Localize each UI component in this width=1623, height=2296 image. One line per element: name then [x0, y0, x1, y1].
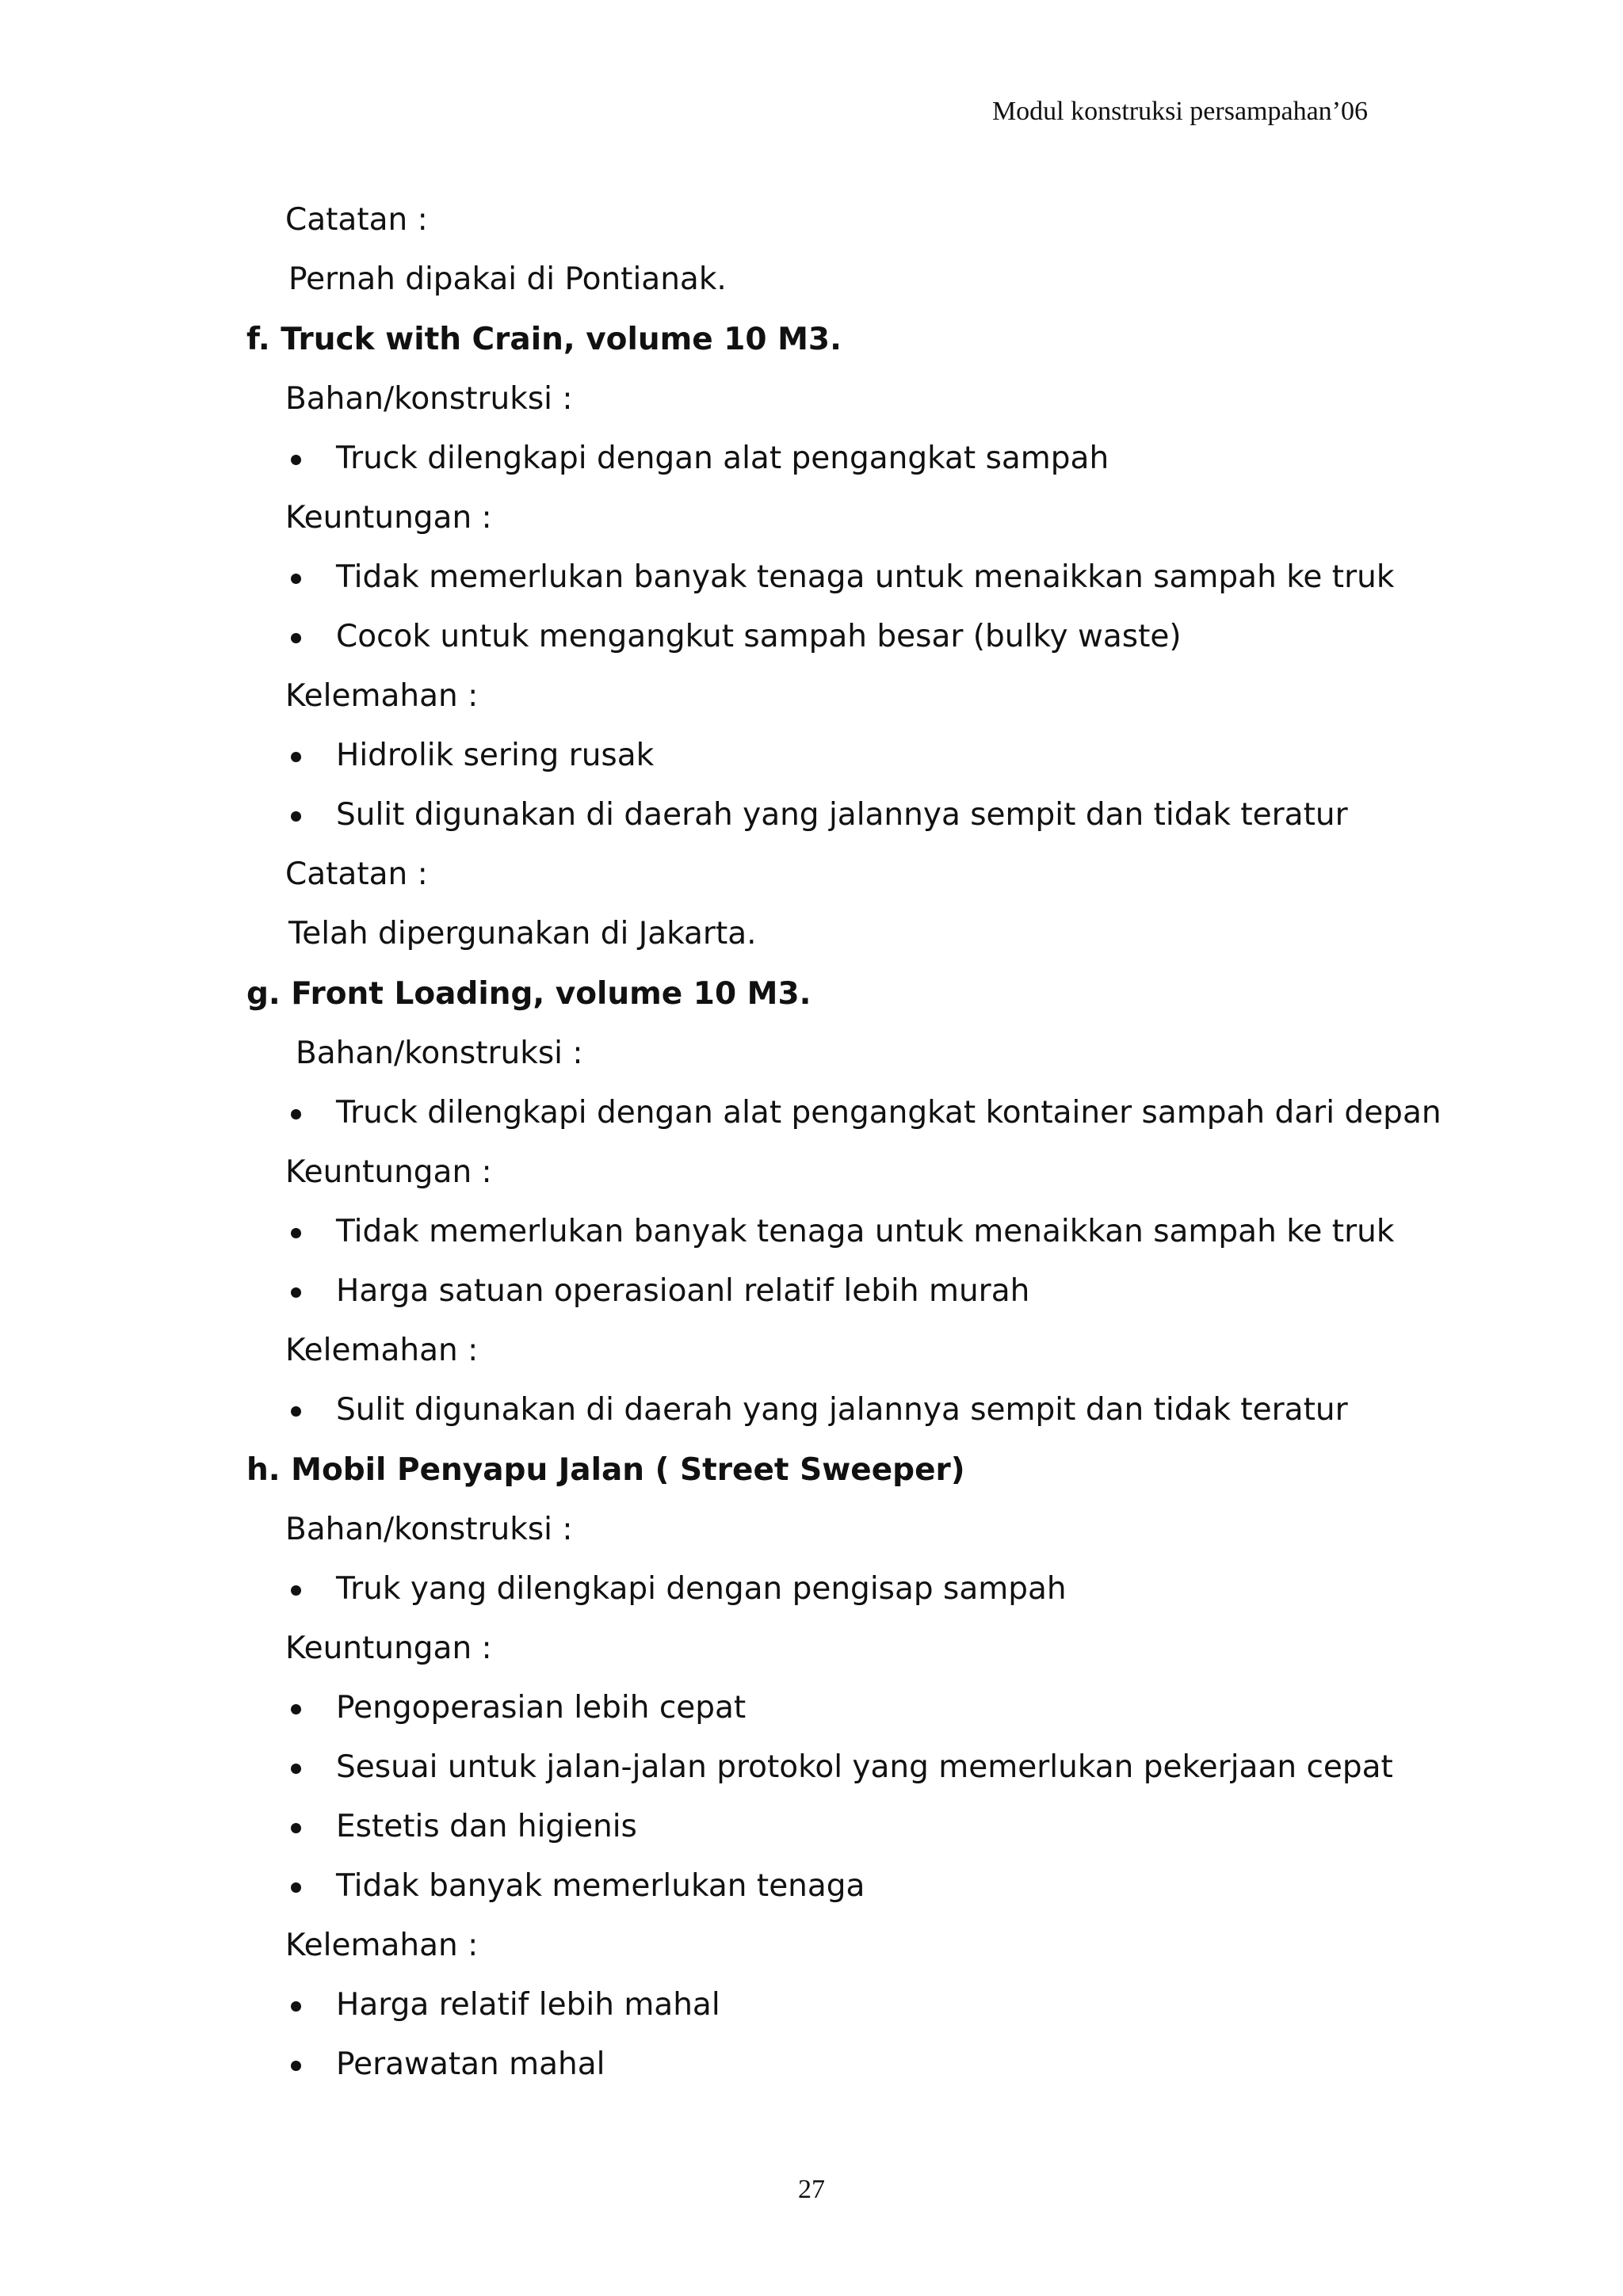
note-label: Catatan :: [285, 856, 428, 892]
advantages-label: Keuntungan :: [285, 1154, 492, 1190]
list-item: Perawatan mahal: [336, 2046, 605, 2082]
advantages-label: Keuntungan :: [285, 1630, 492, 1666]
bullet-icon: [291, 1228, 301, 1238]
list-item: Tidak memerlukan banyak tenaga untuk menaikkan sampah ke truk: [336, 1214, 1395, 1249]
bullet-icon: [291, 2001, 301, 2012]
running-header: Modul konstruksi persampahan’06: [991, 97, 1368, 126]
note-label: Catatan :: [285, 202, 428, 238]
bullet-icon: [291, 1704, 301, 1714]
list-item: Tidak memerlukan banyak tenaga untuk menaikkan sampah ke truk: [336, 559, 1395, 595]
bullet-icon: [291, 1882, 301, 1893]
bullet-icon: [291, 633, 301, 643]
list-item: Truk yang dilengkapi dengan pengisap sampah: [336, 1571, 1067, 1607]
section-heading-g: g. Front Loading, volume 10 M3.: [246, 976, 812, 1012]
bullet-icon: [291, 2061, 301, 2071]
material-label: Bahan/konstruksi :: [296, 1035, 583, 1071]
disadvantages-label: Kelemahan :: [285, 1928, 479, 1963]
list-item: Tidak banyak memerlukan tenaga: [336, 1868, 865, 1904]
bullet-icon: [291, 455, 301, 465]
section-heading-h: h. Mobil Penyapu Jalan ( Street Sweeper): [246, 1452, 965, 1488]
list-item: Cocok untuk mengangkut sampah besar (bulky waste): [336, 619, 1182, 654]
material-label: Bahan/konstruksi :: [285, 381, 573, 417]
bullet-icon: [291, 811, 301, 822]
bullet-icon: [291, 1823, 301, 1833]
list-item: Sesuai untuk jalan-jalan protokol yang memerlukan pekerjaan cepat: [336, 1749, 1393, 1785]
note-text: Pernah dipakai di Pontianak.: [288, 261, 727, 297]
bullet-icon: [291, 1764, 301, 1774]
bullet-icon: [291, 1287, 301, 1298]
bullet-icon: [291, 1109, 301, 1119]
bullet-icon: [291, 1406, 301, 1417]
list-item: Truck dilengkapi dengan alat pengangkat kontainer sampah dari depan: [336, 1095, 1442, 1131]
list-item: Estetis dan higienis: [336, 1809, 637, 1844]
page-number: 27: [798, 2175, 825, 2204]
list-item: Pengoperasian lebih cepat: [336, 1690, 747, 1726]
list-item: Sulit digunakan di daerah yang jalannya sempit dan tidak teratur: [336, 797, 1348, 833]
advantages-label: Keuntungan :: [285, 500, 492, 536]
list-item: Harga relatif lebih mahal: [336, 1987, 720, 2023]
material-label: Bahan/konstruksi :: [285, 1512, 573, 1547]
list-item: Sulit digunakan di daerah yang jalannya sempit dan tidak teratur: [336, 1392, 1348, 1428]
disadvantages-label: Kelemahan :: [285, 678, 479, 714]
list-item: Truck dilengkapi dengan alat pengangkat sampah: [336, 441, 1109, 476]
list-item: Hidrolik sering rusak: [336, 738, 655, 773]
bullet-icon: [291, 1585, 301, 1596]
list-item: Harga satuan operasioanl relatif lebih murah: [336, 1273, 1030, 1309]
bullet-icon: [291, 752, 301, 762]
note-text: Telah dipergunakan di Jakarta.: [288, 916, 757, 952]
bullet-icon: [291, 574, 301, 584]
section-heading-f: f. Truck with Crain, volume 10 M3.: [246, 322, 842, 357]
disadvantages-label: Kelemahan :: [285, 1333, 479, 1368]
